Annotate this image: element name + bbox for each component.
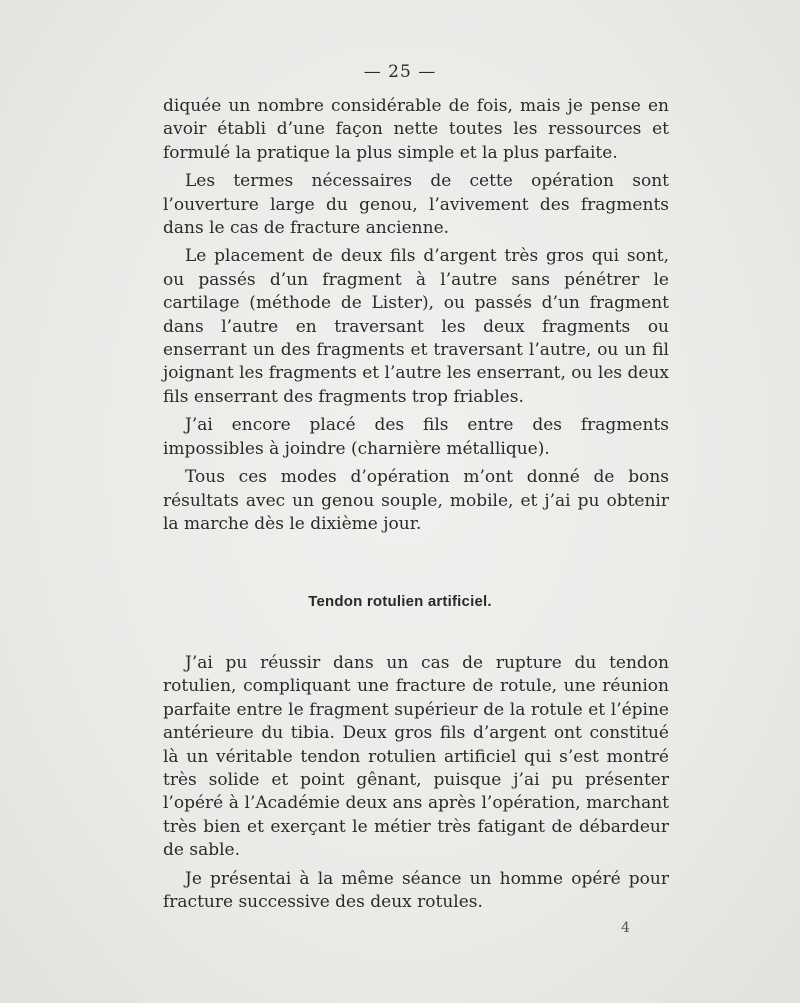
paragraph: J’ai pu réussir dans un cas de rupture du tendon rotulien, compliquant une fracture de rotule, une réunion parfaite entre le fragment supérieur de la rotule et l’épine antérieure du tibia. Deux gros fils d’argent ont constitué là un véritable tendon rotulien artificiel qui s’est montré très solide et point gênant, puisque j’ai pu présenter l’opéré à l’Académie deux ans après l’opération, marchant très bien et exerçant le métier très fatigant de débardeur de sable. xyxy=(163,653,669,861)
page-number: — 25 — xyxy=(363,62,437,82)
paragraph: Le placement de deux fils d’argent très gros qui sont, ou passés d’un fragment à l’autre sans pénétrer le cartilage (méthode de Lister), ou passés d’un fragment dans l’autre en traversant les deux fragments ou enserrant un des fragments et traversant l’autre, ou un fil joignant les fragments et l’autre les enserrant, ou les deux fils enserrant des fragments trop friables. xyxy=(163,246,669,407)
signature-mark: 4 xyxy=(621,920,630,936)
body-text-top xyxy=(163,95,669,541)
paragraph: Les termes nécessaires de cette opération sont l’ouverture large du genou, l’avivement des fragments dans le cas de fracture ancienne. xyxy=(163,171,669,239)
body-text-bottom xyxy=(163,652,669,919)
paragraph: diquée un nombre considérable de fois, mais je pense en avoir établi d’une façon nette toutes les ressources et formulé la pratique la plus simple et la plus parfaite. xyxy=(163,96,669,163)
section-heading: Tendon rotulien artificiel. xyxy=(308,593,492,610)
paragraph: Tous ces modes d’opération m’ont donné de bons résultats avec un genou souple, mobile, et j’ai pu obtenir la marche dès le dixième jour. xyxy=(163,467,669,534)
paragraph: Je présentai à la même séance un homme opéré pour fracture successive des deux rotules. xyxy=(163,868,669,913)
paragraph: J’ai encore placé des fils entre des fragments impossibles à joindre (charnière métallique). xyxy=(163,415,669,459)
